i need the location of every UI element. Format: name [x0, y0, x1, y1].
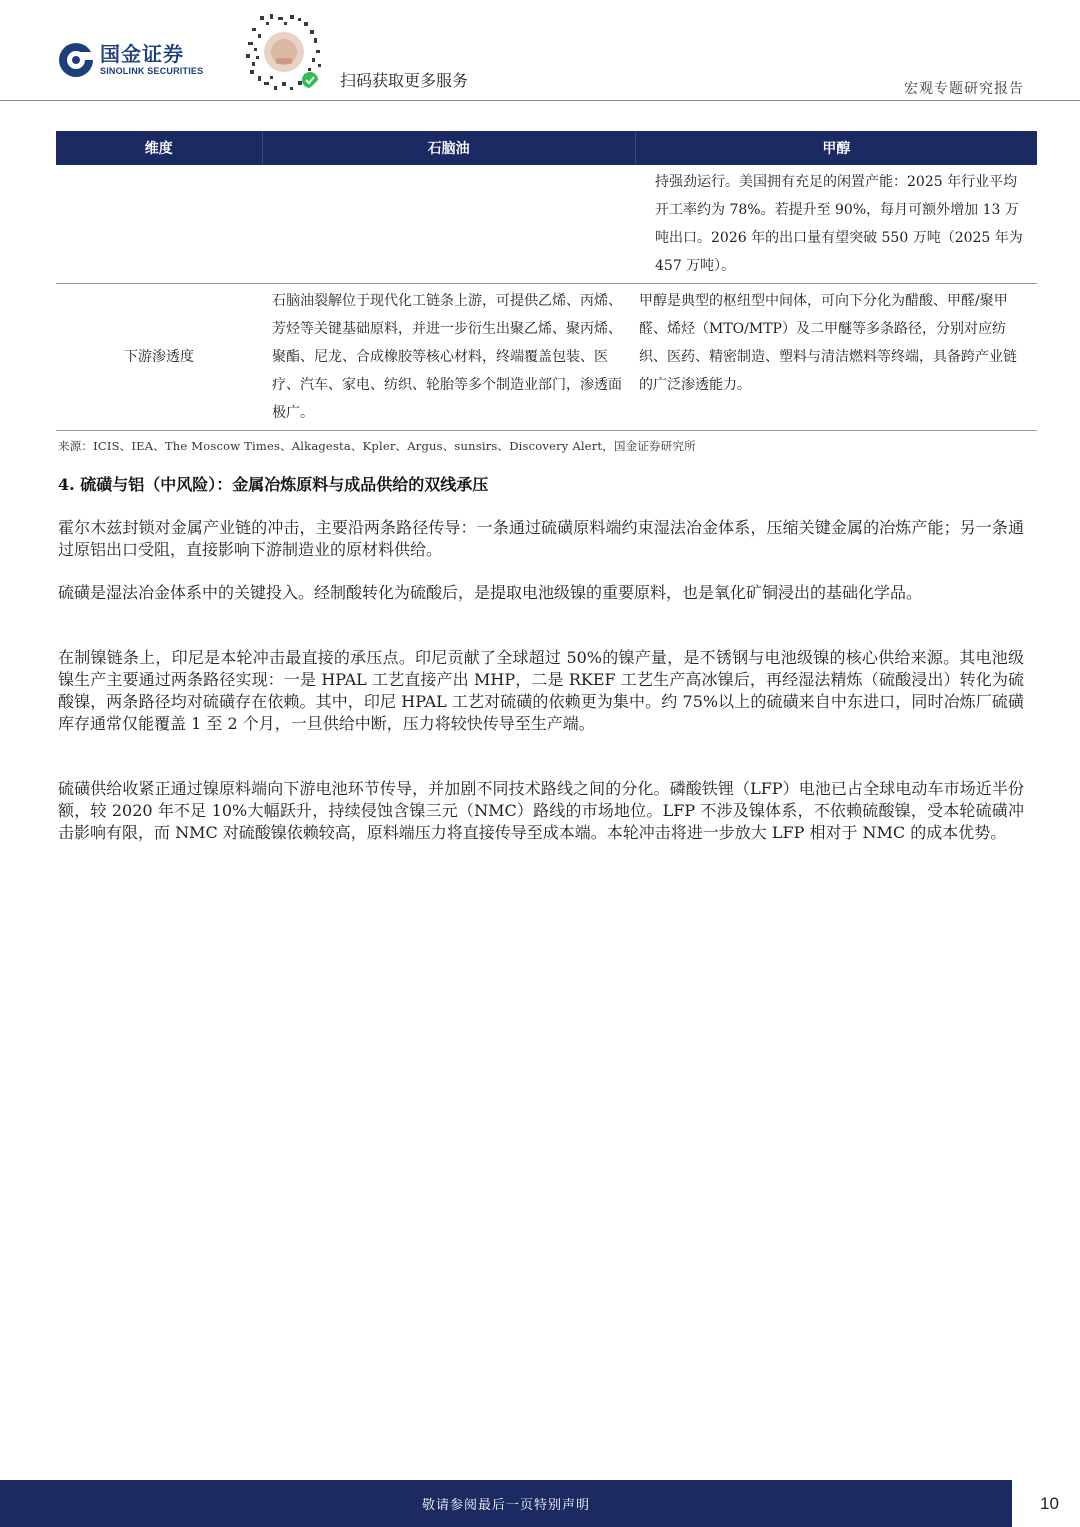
table-row [56, 165, 1037, 284]
footer-disclaimer[interactable]: 敬请参阅最后一页特别声明 [421, 1498, 590, 1513]
logo-english-name: SINOLINK SECURITIES [100, 66, 204, 76]
body-paragraph: 硫磺是湿法冶金体系中的关键投入。经制酸转化为硫酸后，是提取电池级镍的重要原料，也是氧化矿铜浸出的基础化学品。 [58, 583, 923, 602]
table-row [56, 284, 1037, 431]
table-cell-naphtha: 石脑油裂解位于现代化工链条上游，可提供乙烯、丙烯、芳烃等关键基础原料，并进一步衍生出聚乙烯、聚丙烯、聚酯、尼龙、合成橡胶等核心材料，终端覆盖包装、医疗、汽车、家电、纺织、轮胎等多个制造业部门，渗透面极广。 [272, 293, 622, 421]
table-cell-dimension: 下游渗透度 [124, 349, 194, 365]
body-paragraph: 在制镍链条上，印尼是本轮冲击最直接的承压点。印尼贡献了全球超过 50%的镍产量，是不锈钢与电池级镍的核心供给来源。其电池级镍生产主要通过两条路径实现：一是 HPAL 工艺直接产出 MHP，二是 RKEF 工艺生产高冰镍后，再经湿法精炼（硫酸浸出）转化为硫酸镍，两条路径均对硫磺存在依赖。其中，印尼 HPAL 工艺对硫磺的依赖更为集中。约 75%以上的硫磺来自中东进口，同时冶炼厂硫磺库存通常仅能覆盖 1 至 2 个月，一旦供给中断，压力将较快传导至生产端。 [58, 648, 1024, 733]
table-cell-naphtha [262, 165, 635, 283]
section-title: 4. 硫磺与铝（中风险）：金属冶炼原料与成品供给的双线承压 [58, 475, 489, 494]
company-logo [58, 42, 203, 78]
table-cell-dimension [56, 165, 262, 283]
logo-chinese-name: 国金证券 [100, 42, 184, 66]
table-cell-methanol: 甲醇是典型的枢纽型中间体，可向下分化为醋酸、甲醛/聚甲醛、烯烃（MTO/MTP）及二甲醚等多条路径，分别对应纺织、医药、精密制造、塑料与清洁燃料等终端，具备跨产业链的广泛渗透能力。 [639, 293, 1017, 393]
qr-code-icon[interactable] [240, 8, 328, 96]
page-header [0, 0, 1080, 102]
table-header-row [56, 131, 1037, 165]
comparison-table [56, 131, 1037, 431]
header-divider [0, 100, 1080, 101]
footer-bar [0, 1480, 1012, 1527]
table-header-dimension: 维度 [56, 131, 263, 165]
table-source-note: 来源：ICIS、IEA、The Moscow Times、Alkagesta、Kpler、Argus、sunsirs、Discovery Alert，国金证券研究所 [58, 439, 696, 453]
table-header-methanol: 甲醇 [822, 141, 851, 157]
body-paragraph: 霍尔木兹封锁对金属产业链的冲击，主要沿两条路径传导：一条通过硫磺原料端约束湿法冶金体系，压缩关键金属的冶炼产能；另一条通过原铝出口受阻，直接影响下游制造业的原材料供给。 [58, 518, 1024, 559]
page-number: 10 [1040, 1494, 1059, 1513]
scan-prompt-text: 扫码获取更多服务 [340, 71, 469, 90]
table-cell-methanol: 持强劲运行。美国拥有充足的闲置产能：2025 年行业平均开工率约为 78%。若提升至 90%，每月可额外增加 13 万吨出口。2026 年的出口量有望突破 550 万吨（2025 年为 457 万吨）。 [655, 174, 1023, 274]
table-header-naphtha: 石脑油 [263, 131, 636, 165]
sinolink-logo-icon [58, 42, 94, 78]
body-paragraph: 硫磺供给收紧正通过镍原料端向下游电池环节传导，并加剧不同技术路线之间的分化。磷酸铁锂（LFP）电池已占全球电动车市场近半份额，较 2020 年不足 10%大幅跃升，持续侵蚀含镍三元（NMC）路线的市场地位。LFP 不涉及镍体系，不依赖硫酸镍，受本轮硫磺冲击影响有限，而 NMC 对硫酸镍依赖较高，原料端压力将直接传导至成本端。本轮冲击将进一步放大 LFP 相对于 NMC 的成本优势。 [58, 779, 1024, 842]
report-type-label: 宏观专题研究报告 [904, 81, 1024, 97]
